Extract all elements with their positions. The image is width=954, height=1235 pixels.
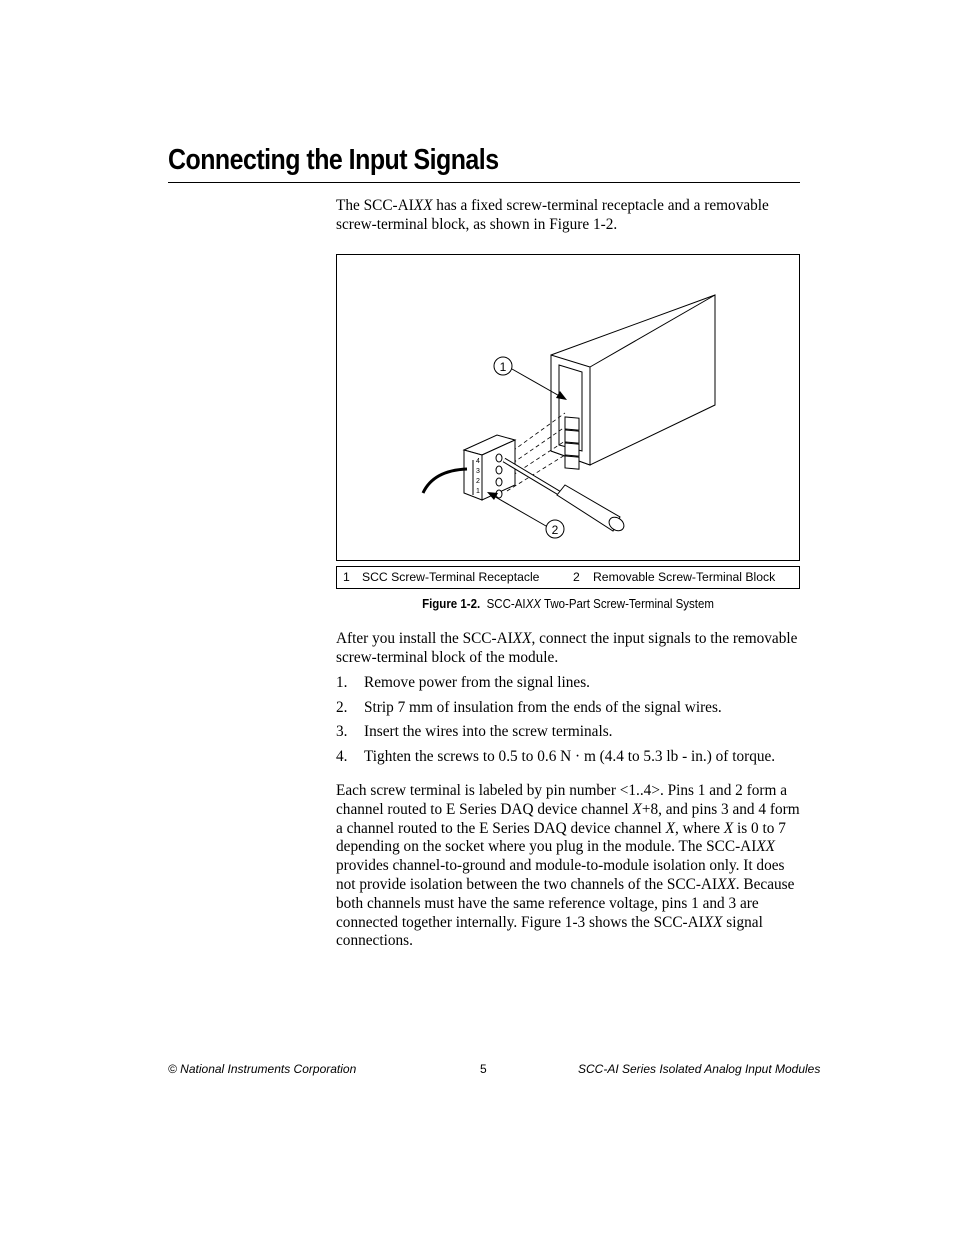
figure-caption: Figure 1-2. SCC-AIXX Two-Part Screw-Terminal System bbox=[422, 597, 714, 611]
steps-list bbox=[336, 674, 801, 772]
figure-legend bbox=[336, 566, 800, 589]
svg-text:1: 1 bbox=[499, 360, 507, 374]
after-install-paragraph bbox=[336, 630, 801, 668]
screw-terminal-illustration bbox=[337, 255, 799, 560]
list-item: 4. Tighten the screws to 0.5 to 0.6 N · m (4.4 to 5.3 lb - in.) of torque. bbox=[336, 747, 776, 765]
intro-line-1: The SCC-AIXX has a fixed screw-terminal receptacle and a removable bbox=[336, 197, 769, 214]
figure-box bbox=[336, 254, 800, 561]
after-install-line-1: After you install the SCC-AIXX, connect the input signals to the removable bbox=[336, 630, 798, 647]
page-number: 5 bbox=[480, 1062, 487, 1076]
svg-text:3: 3 bbox=[476, 468, 480, 475]
after-install-line-2: screw-terminal block of the module. bbox=[336, 648, 559, 666]
receptacle-pins bbox=[565, 417, 579, 469]
footer-copyright: © National Instruments Corporation bbox=[168, 1062, 357, 1076]
list-item: 2. Strip 7 mm of insulation from the ends of the signal wires. bbox=[336, 698, 722, 716]
signal-wire bbox=[423, 469, 467, 493]
screwdriver bbox=[504, 460, 626, 534]
legend-text-1: SCC Screw-Terminal Receptacle bbox=[362, 570, 540, 584]
list-item: 1. Remove power from the signal lines. bbox=[336, 674, 591, 691]
intro-line-2: screw-terminal block, as shown in Figure 1-2. bbox=[336, 215, 618, 233]
terminal-block bbox=[464, 435, 515, 500]
pin-description-paragraph: Each screw terminal is labeled by pin number <1..4>. Pins 1 and 2 form a channel routed to E Series DAQ device channel X+8, and pins 3 and 4 form a channel routed to the E Series DAQ device channel X, where X is 0 to 7 depending on the socket where you plug in the module. The SCC-AIXX provides channel-to-ground and module-to-module isolation only. It does not provide isolation between the two channels of the SCC-AIXX. Because both channels must have the same reference voltage, pins 1 and 3 are connected together internally. Figure 1-3 shows the SCC-AIXX signal connections. bbox=[336, 782, 800, 950]
footer-manual-title: SCC-AI Series Isolated Analog Input Modules bbox=[578, 1062, 821, 1076]
svg-text:4: 4 bbox=[476, 458, 480, 465]
intro-paragraph bbox=[336, 197, 801, 235]
callout-2 bbox=[487, 492, 564, 538]
svg-text:1: 1 bbox=[476, 488, 480, 495]
page-title: Connecting the Input Signals bbox=[168, 144, 499, 176]
legend-text-2: Removable Screw-Terminal Block bbox=[593, 570, 776, 584]
svg-text:2: 2 bbox=[551, 523, 559, 537]
list-item: 3. Insert the wires into the screw terminals. bbox=[336, 723, 613, 741]
legend-num-1: 1 bbox=[343, 570, 350, 584]
title-rule bbox=[168, 182, 800, 183]
legend-num-2: 2 bbox=[573, 570, 580, 584]
svg-text:2: 2 bbox=[476, 478, 480, 485]
